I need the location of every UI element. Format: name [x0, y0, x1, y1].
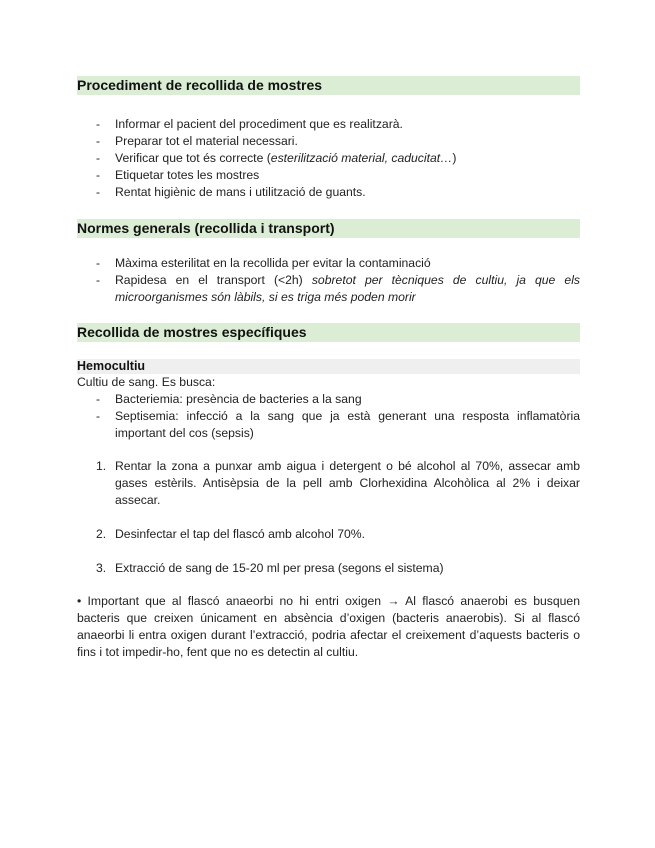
list-item: - Rapidesa en el transport (<2h) sobretot per tècniques de cultiu, ja que els microorganismes són làbils, si es triga més poden morir	[96, 273, 580, 304]
step-item: 3. Extracció de sang de 15-20 ml per presa (segons el sistema)	[96, 561, 444, 575]
list-item: - Rentat higiènic de mans i utilització de guants.	[96, 185, 366, 199]
hemocultiu-list	[77, 391, 580, 442]
list-item: - Bacteriemia: presència de bacteries a la sang	[96, 392, 362, 406]
section-heading-procediment: Procediment de recollida de mostres	[77, 76, 580, 95]
section-heading-especifiques: Recollida de mostres específiques	[77, 323, 580, 342]
anaerobi-note: • Important que al flascó anaeorbi no hi entri oxigen → Al flascó anaerobi es busquen bacteris que creixen únicament en absència d’oxigen (bacteris anaerobis). Si al flascó anaeorbi li entra oxigen durant l’extracció, podria afectar el creixement d’aquests bacteris o fins i tot impedir-ho, fent que no es detectin al cultiu.	[77, 594, 580, 659]
step-item: 2. Desinfectar el tap del flascó amb alcohol 70%.	[96, 527, 365, 541]
list-item: - Informar el pacient del procediment que es realitzarà.	[96, 117, 403, 131]
list-item: - Etiquetar totes les mostres	[96, 168, 260, 182]
procediment-list	[77, 116, 580, 201]
step-item: 1. Rentar la zona a punxar amb aigua i detergent o bé alcohol al 70%, assecar amb gases estèrils. Antisèpsia de la pell amb Clorhexidina Alcohòlica al 2% i deixar assecar.	[96, 459, 580, 507]
list-item: - Septisemia: infecció a la sang que ja està generant una resposta inflamatòria important del cos (sepsis)	[96, 409, 580, 440]
hemocultiu-steps	[77, 458, 580, 577]
section-heading-normes: Normes generals (recollida i transport)	[77, 219, 580, 238]
normes-list	[77, 255, 580, 306]
list-item: - Verificar que tot és correcte (esterilització material, caducitat…)	[96, 151, 457, 165]
hemocultiu-intro: Cultiu de sang. Es busca:	[77, 375, 216, 389]
document-content	[77, 76, 580, 661]
list-item: - Màxima esterilitat en la recollida per evitar la contaminació	[96, 256, 431, 270]
sub-heading-hemocultiu: Hemocultiu	[77, 359, 580, 374]
list-item: - Preparar tot el material necessari.	[96, 134, 298, 148]
